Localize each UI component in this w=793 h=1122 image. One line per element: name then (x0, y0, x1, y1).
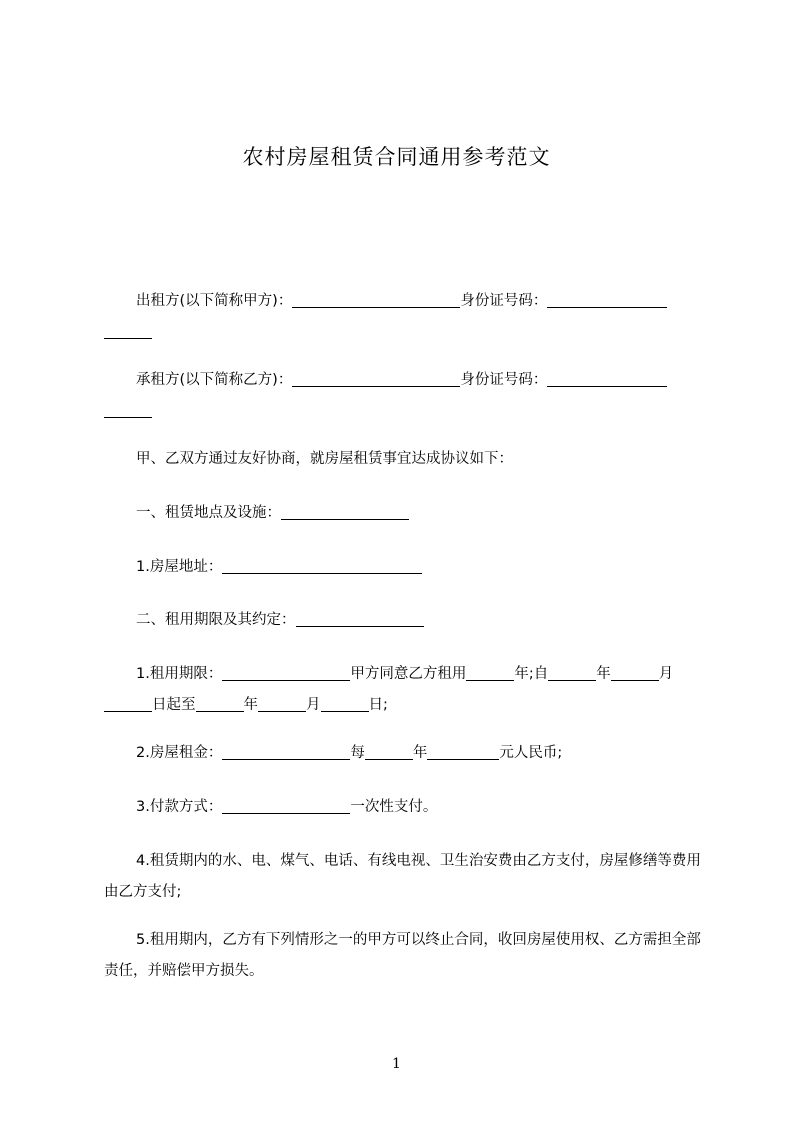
lessee-id-blank-continued[interactable] (104, 401, 152, 418)
end-year-blank[interactable] (196, 695, 244, 712)
lessee-name-blank[interactable] (292, 370, 460, 387)
rent-currency-text: 元人民币; (499, 745, 563, 761)
address-label: 1.房屋地址： (136, 559, 223, 575)
item-4-paragraph: 4.租赁期内的水、电、煤气、电话、有线电视、卫生治安费由乙方支付，房屋修缮等费用由乙方支付; (104, 853, 701, 900)
start-year-unit: 年 (596, 666, 611, 682)
lessee-id-label: 身份证号码： (460, 372, 548, 388)
address-line (104, 552, 704, 583)
rent-label: 2.房屋租金： (136, 745, 223, 761)
rent-blank[interactable] (222, 743, 350, 760)
lessor-label: 出租方(以下简称甲方)： (136, 293, 293, 309)
lessee-id-blank[interactable] (547, 370, 667, 387)
term-agreement-blank[interactable] (296, 610, 424, 627)
start-month-unit: 月 (658, 666, 674, 682)
rent-per-text: 每 (350, 745, 365, 761)
lessor-line (104, 286, 704, 348)
start-day-text: 日起至 (152, 697, 196, 713)
term-consent-text: 甲方同意乙方租用 (350, 666, 467, 682)
end-day-blank[interactable] (321, 695, 369, 712)
section-2-line (104, 605, 704, 636)
lessee-line (104, 365, 704, 427)
start-day-blank[interactable] (104, 695, 152, 712)
payment-method-text: 一次性支付。 (350, 799, 438, 815)
start-month-blank[interactable] (611, 664, 659, 681)
end-month-blank[interactable] (258, 695, 306, 712)
payment-blank[interactable] (222, 797, 350, 814)
item-5-paragraph: 5.租用期内，乙方有下列情形之一的甲方可以终止合同，收回房屋使用权、乙方需担全部责任，并赔偿甲方损失。 (104, 932, 701, 979)
lessee-label: 承租方(以下简称乙方)： (136, 372, 293, 388)
payment-label: 3.付款方式： (136, 799, 223, 815)
intro-paragraph: 甲、乙双方通过友好协商，就房屋租赁事宜达成协议如下： (136, 451, 513, 467)
end-day-text: 日; (368, 697, 388, 713)
address-blank[interactable] (222, 557, 422, 574)
term-label: 1.租用期限： (136, 666, 223, 682)
section-1-line (104, 498, 704, 529)
lessor-id-blank[interactable] (547, 291, 667, 308)
rent-line (104, 738, 704, 769)
term-from-text: ;自 (528, 666, 549, 682)
term-year-unit: 年 (514, 666, 529, 682)
document-title: 农村房屋租赁合同通用参考范文 (242, 145, 551, 169)
rent-amount-blank[interactable] (427, 743, 499, 760)
term-years-blank[interactable] (466, 664, 514, 681)
term-blank[interactable] (222, 664, 350, 681)
lessor-id-label: 身份证号码： (460, 293, 548, 309)
section-1-heading: 一、租赁地点及设施： (136, 505, 281, 521)
end-month-unit: 月 (306, 697, 321, 713)
lessor-name-blank[interactable] (292, 291, 460, 308)
location-blank[interactable] (281, 503, 409, 520)
end-year-unit: 年 (243, 697, 258, 713)
rent-years-blank[interactable] (365, 743, 413, 760)
term-paragraph (104, 659, 704, 721)
rent-year-unit: 年 (412, 745, 428, 761)
page-number: 1 (392, 1056, 401, 1072)
section-2-heading: 二、租用期限及其约定： (136, 612, 296, 628)
lessor-id-blank-continued[interactable] (104, 322, 152, 339)
payment-line (104, 792, 704, 823)
start-year-blank[interactable] (548, 664, 596, 681)
